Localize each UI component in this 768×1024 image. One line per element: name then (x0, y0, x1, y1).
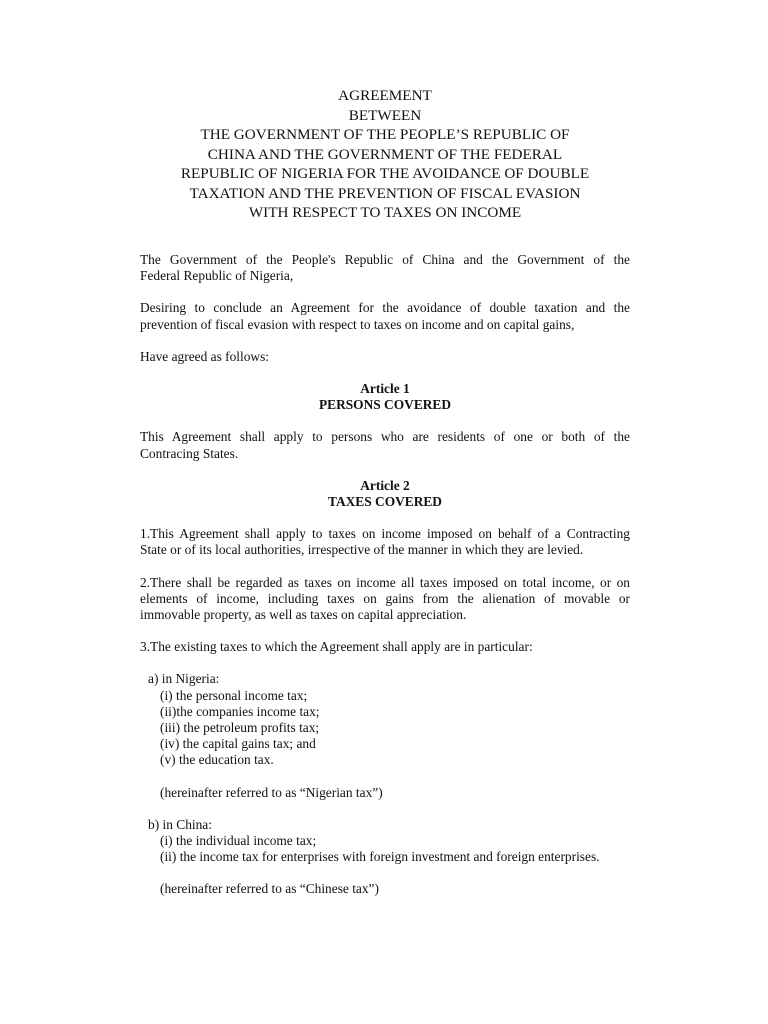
hereinafter-note: (hereinafter referred to as “Nigerian tax”) (160, 784, 383, 800)
article-title: TAXES COVERED (328, 494, 442, 510)
article-2-paragraph-1 (140, 526, 630, 558)
document-body (140, 252, 630, 898)
paragraph-line: elements of income, including taxes on gains from the alienation of movable or (140, 590, 630, 606)
article-number: Article 2 (360, 477, 410, 493)
paragraph-line: 2.There shall be regarded as taxes on income all taxes imposed on total income, or on (140, 574, 630, 590)
article-2-paragraph-3 (140, 639, 630, 655)
agreement-title (140, 86, 630, 223)
paragraph-line: prevention of fiscal evasion with respect to taxes on income and on capital gains, (140, 316, 575, 332)
list-item: (ii)the companies income tax; (160, 703, 320, 719)
title-line: CHINA AND THE GOVERNMENT OF THE FEDERAL (207, 145, 563, 163)
list-item: (v) the education tax. (160, 752, 274, 768)
list-label: a) in Nigeria: (148, 671, 220, 687)
paragraph-line: immovable property, as well as taxes on capital appreciation. (140, 607, 467, 623)
nigeria-tax-note (140, 785, 630, 801)
nigeria-tax-list (140, 671, 630, 768)
title-line: BETWEEN (348, 106, 422, 124)
paragraph-line: Have agreed as follows: (140, 348, 270, 364)
title-line: AGREEMENT (338, 87, 432, 104)
article-1-paragraph (140, 429, 630, 461)
paragraph-line: 3.The existing taxes to which the Agreement shall apply are in particular: (140, 639, 533, 655)
hereinafter-note: (hereinafter referred to as “Chinese tax”) (160, 881, 379, 897)
title-line: REPUBLIC OF NIGERIA FOR THE AVOIDANCE OF DOUBLE (180, 165, 590, 182)
list-item: (ii) the income tax for enterprises with foreign investment and foreign enterprises. (160, 849, 600, 865)
paragraph-line: Federal Republic of Nigeria, (140, 268, 294, 284)
paragraph-line: Contracing States. (140, 445, 239, 461)
list-item: (iv) the capital gains tax; and (160, 736, 316, 752)
paragraph-line: Desiring to conclude an Agreement for the avoidance of double taxation and the (140, 300, 630, 316)
preamble-parties-paragraph (140, 252, 630, 284)
article-2-heading (140, 478, 630, 510)
list-item: (iii) the petroleum profits tax; (160, 720, 320, 736)
list-item: (i) the individual income tax; (160, 833, 317, 849)
preamble-desiring-paragraph (140, 300, 630, 332)
paragraph-line: 1.This Agreement shall apply to taxes on income imposed on behalf of a Contracting (140, 526, 630, 542)
article-title: PERSONS COVERED (318, 397, 452, 413)
article-number: Article 1 (360, 381, 410, 397)
list-item: (i) the personal income tax; (160, 687, 308, 703)
article-2-paragraph-2 (140, 575, 630, 624)
china-tax-note (140, 881, 630, 897)
paragraph-line: This Agreement shall apply to persons who are residents of one or both of the (140, 429, 630, 445)
paragraph-line: State or of its local authorities, irrespective of the manner in which they are levied. (140, 542, 584, 558)
article-1-heading (140, 381, 630, 413)
paragraph-line: The Government of the People's Republic of China and the Government of the (140, 252, 630, 267)
title-line: WITH RESPECT TO TAXES ON INCOME (248, 204, 522, 221)
list-label: b) in China: (148, 816, 212, 832)
title-line: THE GOVERNMENT OF THE PEOPLE’S REPUBLIC OF (200, 126, 570, 143)
preamble-agreed-paragraph (140, 349, 630, 365)
china-tax-list (140, 817, 630, 866)
title-line: TAXATION AND THE PREVENTION OF FISCAL EVASION (189, 184, 581, 202)
